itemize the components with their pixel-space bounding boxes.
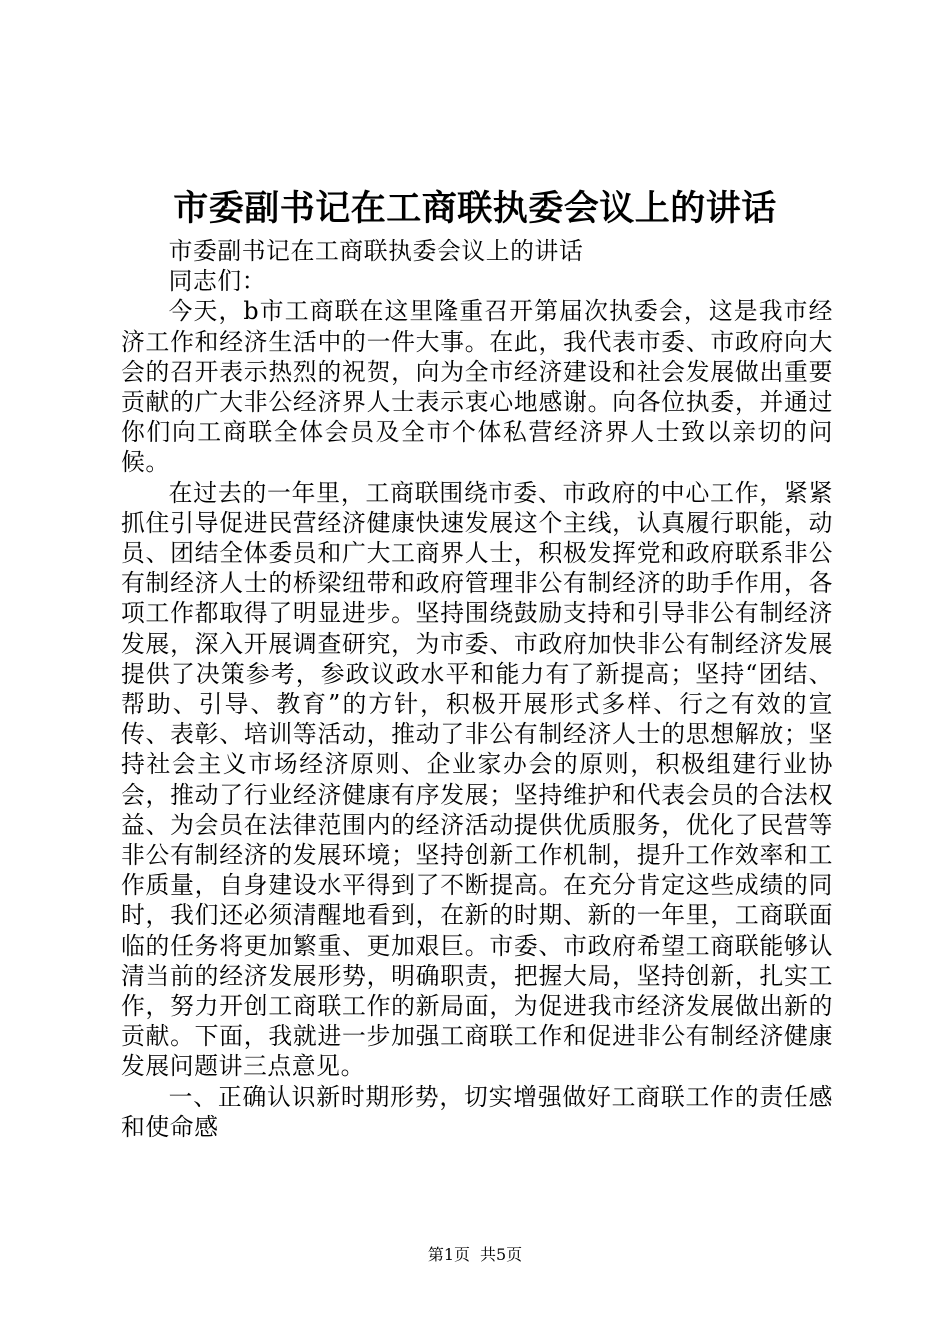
salutation-paragraph: 同志们： xyxy=(168,267,267,296)
page-number: 第1页 xyxy=(427,1245,470,1264)
section-heading-paragraph: 一、正确认识新时期形势，切实增强做好工商联工作的责任感和使命感 xyxy=(121,1082,833,1141)
page-total: 共5页 xyxy=(480,1245,523,1264)
body-paragraph: 今天，b市工商联在这里隆重召开第届次执委会，这是我市经济工作和经济生活中的一件大事。在此，我代表市委、市政府向大会的召开表示热烈的祝贺，向为全市经济建设和社会发展做出重要贡献的广大非公经济界人士表示衷心地感谢。向各位执委，并通过你们向工商联全体会员及全市个体私营经济界人士致以亲切的问候。 xyxy=(121,297,833,477)
subtitle-paragraph: 市委副书记在工商联执委会议上的讲话 xyxy=(168,237,584,265)
document-title: 市委副书记在工商联执委会议上的讲话 xyxy=(173,188,777,229)
document-body xyxy=(121,236,833,1142)
body-paragraph: 在过去的一年里，工商联围绕市委、市政府的中心工作，紧紧抓住引导促进民营经济健康快速发展这个主线，认真履行职能，动员、团结全体委员和广大工商界人士，积极发挥党和政府联系非公有制经济人士的桥梁纽带和政府管理非公有制经济的助手作用，各项工作都取得了明显进步。坚持围绕鼓励支持和引导非公有制经济发展，深入开展调查研究，为市委、市政府加快非公有制经济发展提供了决策参考，参政议政水平和能力有了新提高；坚持“团结、帮助、引导、教育”的方针，积极开展形式多样、行之有效的宣传、表彰、培训等活动，推动了非公有制经济人士的思想解放；坚持社会主义市场经济原则、企业家办会的原则，积极组建行业协会，推动了行业经济健康有序发展；坚持维护和代表会员的合法权益、为会员在法律范围内的经济活动提供优质服务，优化了民营等非公有制经济的发展环境；坚持创新工作机制，提升工作效率和工作质量，自身建设水平得到了不断提高。在充分肯定这些成绩的同时，我们还必须清醒地看到，在新的时期、新的一年里，工商联面临的任务将更加繁重、更加艰巨。市委、市政府希望工商联能够认清当前的经济发展形势，明确职责，把握大局，坚持创新，扎实工作，努力开创工商联工作的新局面，为促进我市经济发展做出新的贡献。下面，我就进一步加强工商联工作和促进非公有制经济健康发展问题讲三点意见。 xyxy=(121,478,833,1081)
page-footer xyxy=(0,1244,950,1266)
